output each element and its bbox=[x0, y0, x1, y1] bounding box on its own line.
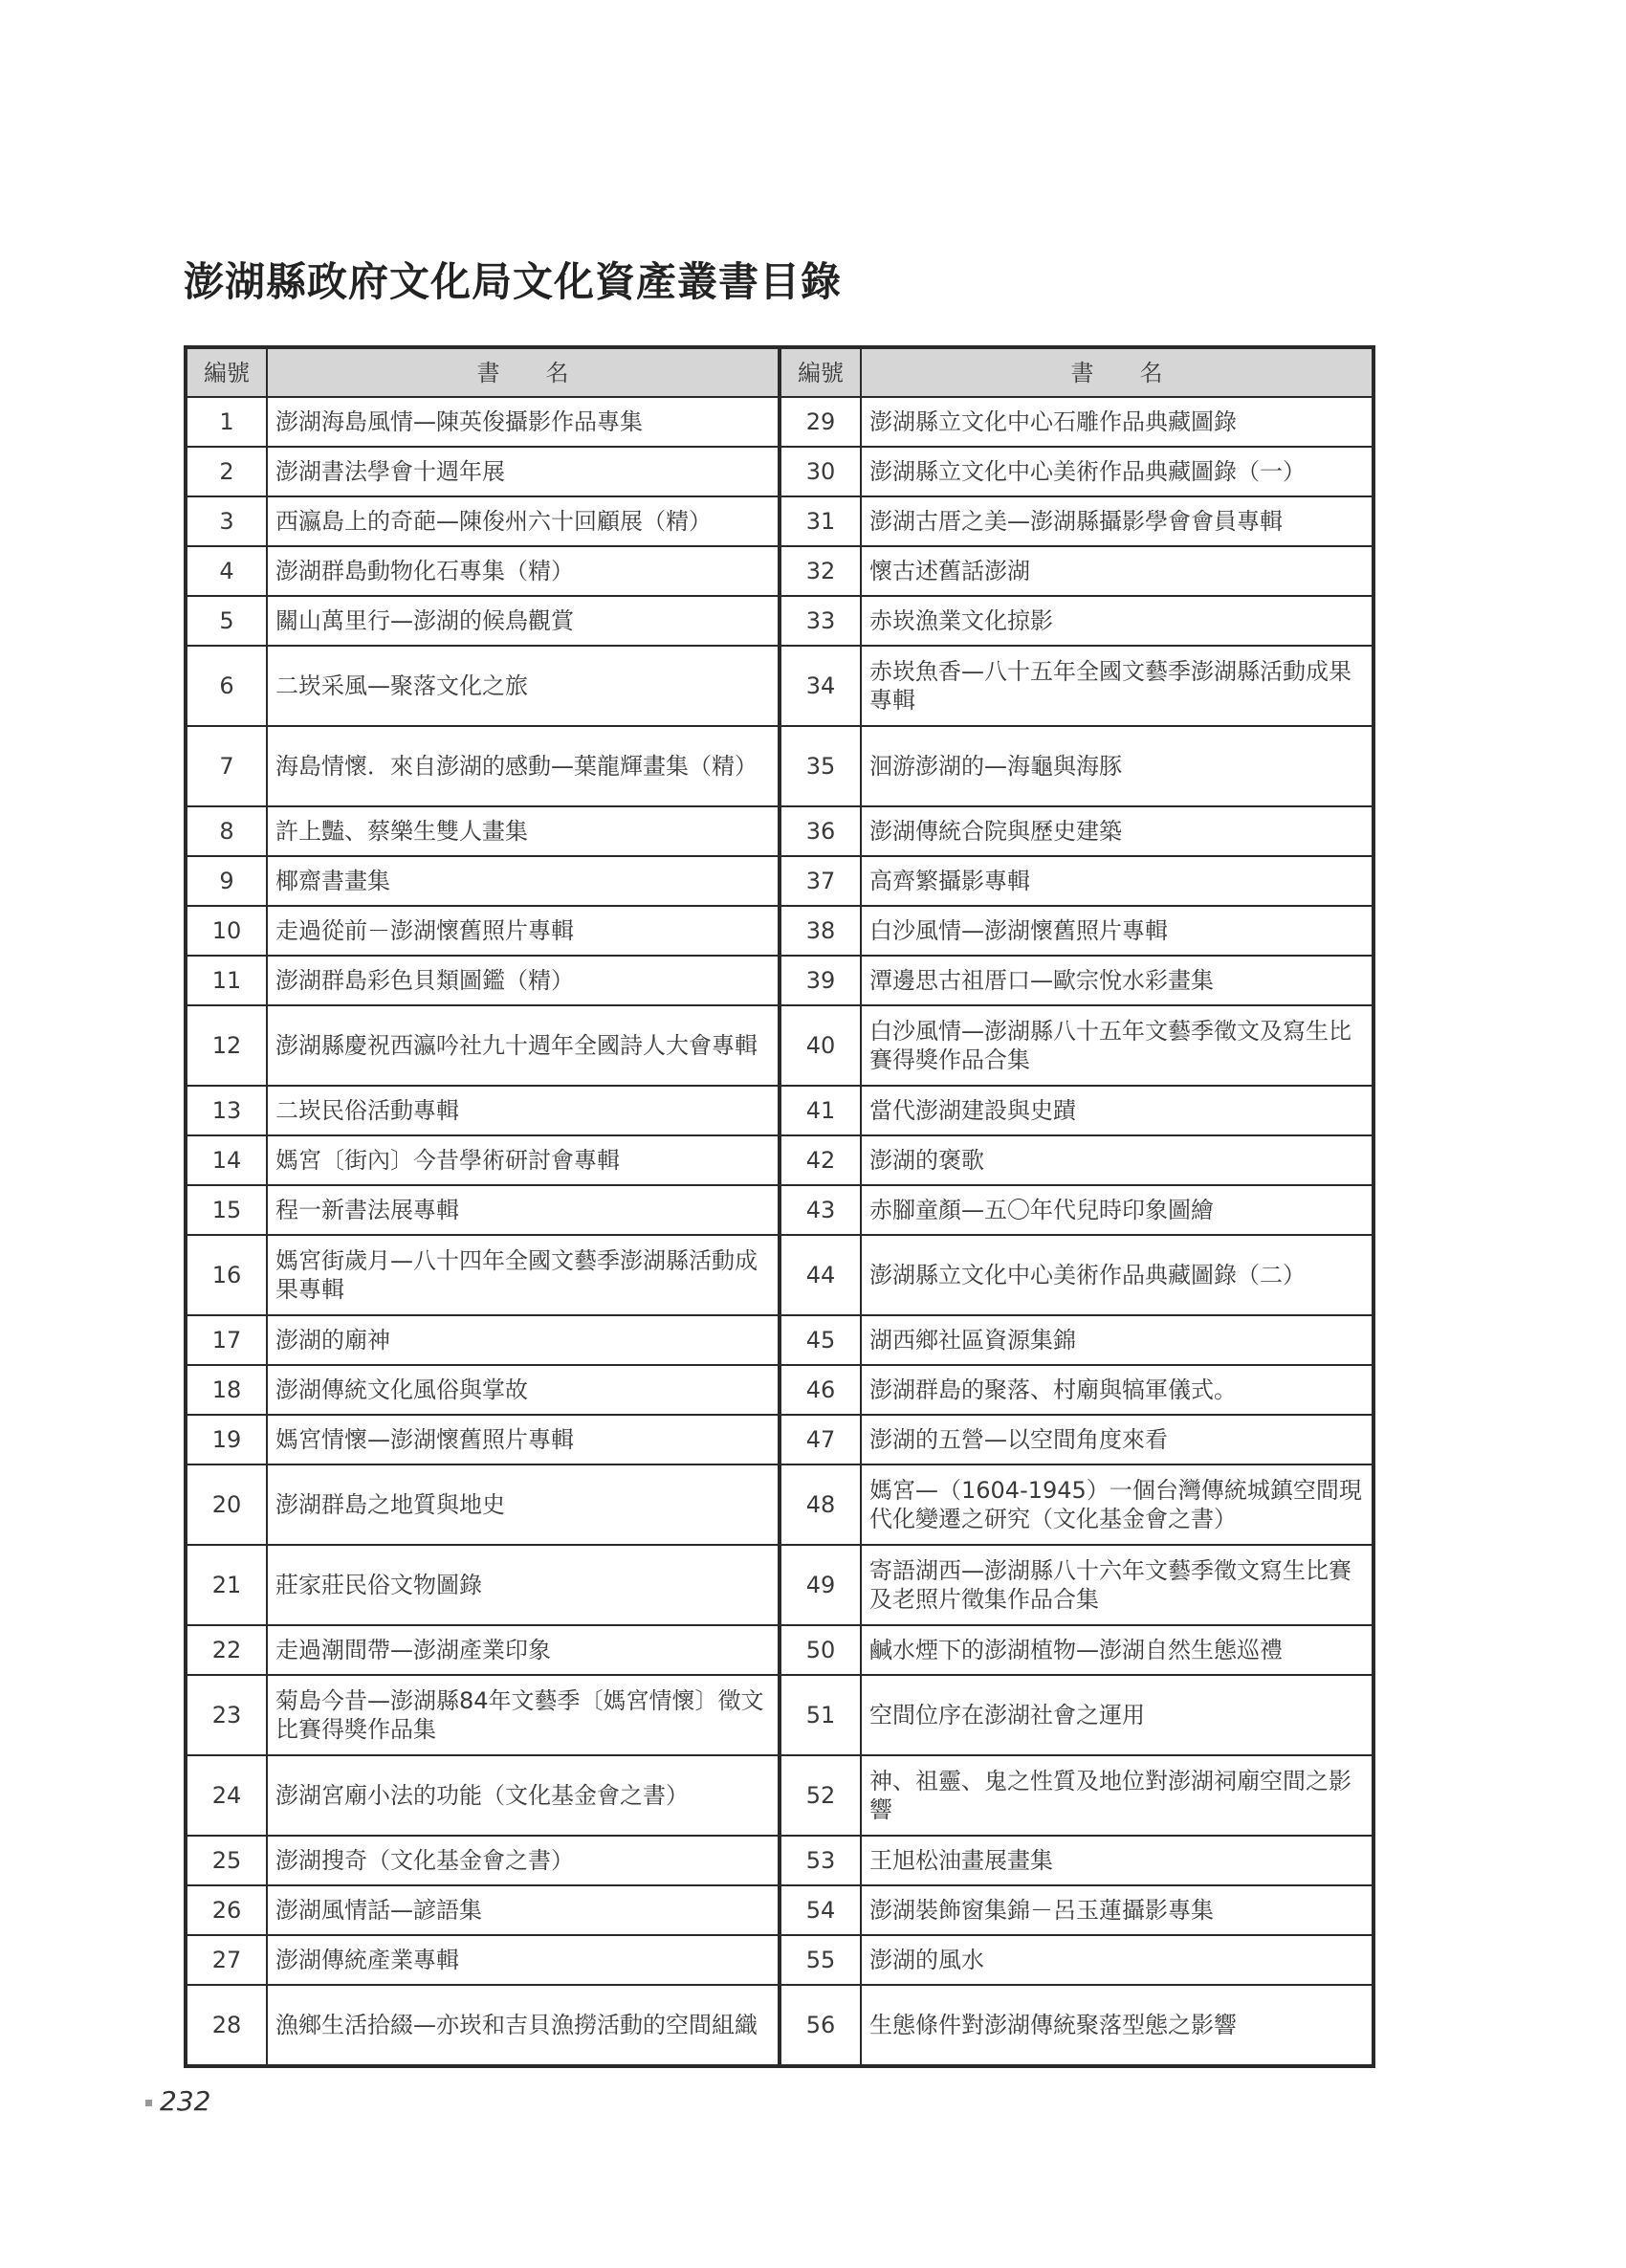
table-row bbox=[186, 1836, 1373, 1885]
book-number: 46 bbox=[780, 1365, 861, 1415]
book-number: 33 bbox=[780, 596, 861, 646]
table-row bbox=[186, 1315, 1373, 1365]
book-number: 44 bbox=[780, 1235, 861, 1315]
book-title: 澎湖裝飾窗集錦－呂玉蓮攝影專集 bbox=[861, 1885, 1373, 1935]
book-title: 關山萬里行—澎湖的候鳥觀賞 bbox=[267, 596, 780, 646]
book-number: 10 bbox=[186, 906, 267, 956]
book-title: 洄游澎湖的—海龜與海豚 bbox=[861, 726, 1373, 806]
book-number: 22 bbox=[186, 1625, 267, 1675]
book-title: 王旭松油畫展畫集 bbox=[861, 1836, 1373, 1885]
table-body bbox=[186, 397, 1373, 2066]
book-number: 21 bbox=[186, 1545, 267, 1625]
book-number: 30 bbox=[780, 447, 861, 496]
book-title: 澎湖縣慶祝西瀛吟社九十週年全國詩人大會專輯 bbox=[267, 1005, 780, 1086]
book-title: 空間位序在澎湖社會之運用 bbox=[861, 1675, 1373, 1755]
table-row bbox=[186, 646, 1373, 726]
table-row bbox=[186, 1235, 1373, 1315]
book-number: 13 bbox=[186, 1086, 267, 1135]
book-number: 40 bbox=[780, 1005, 861, 1086]
header-number: 編號 bbox=[780, 347, 861, 397]
book-number: 8 bbox=[186, 806, 267, 856]
book-number: 34 bbox=[780, 646, 861, 726]
book-number: 37 bbox=[780, 856, 861, 906]
table-row bbox=[186, 546, 1373, 596]
table-row bbox=[186, 726, 1373, 806]
book-title: 許上豔、蔡樂生雙人畫集 bbox=[267, 806, 780, 856]
table-row bbox=[186, 806, 1373, 856]
book-number: 47 bbox=[780, 1415, 861, 1464]
book-title: 澎湖傳統合院與歷史建築 bbox=[861, 806, 1373, 856]
book-number: 17 bbox=[186, 1315, 267, 1365]
book-number: 52 bbox=[780, 1755, 861, 1836]
book-number: 38 bbox=[780, 906, 861, 956]
book-number: 24 bbox=[186, 1755, 267, 1836]
header-name: 書 名 bbox=[267, 347, 780, 397]
book-number: 15 bbox=[186, 1185, 267, 1235]
book-title: 白沙風情—澎湖縣八十五年文藝季徵文及寫生比賽得獎作品合集 bbox=[861, 1005, 1373, 1086]
book-title: 澎湖傳統文化風俗與掌故 bbox=[267, 1365, 780, 1415]
book-title: 懷古述舊話澎湖 bbox=[861, 546, 1373, 596]
book-number: 29 bbox=[780, 397, 861, 447]
book-title: 媽宮情懷—澎湖懷舊照片專輯 bbox=[267, 1415, 780, 1464]
book-number: 19 bbox=[186, 1415, 267, 1464]
table-row bbox=[186, 447, 1373, 496]
book-number: 54 bbox=[780, 1885, 861, 1935]
book-title: 澎湖的風水 bbox=[861, 1935, 1373, 1985]
book-title: 二崁采風—聚落文化之旅 bbox=[267, 646, 780, 726]
page-footer bbox=[145, 2085, 210, 2117]
book-number: 49 bbox=[780, 1545, 861, 1625]
table-row bbox=[186, 1185, 1373, 1235]
page-number: 232 bbox=[160, 2085, 211, 2117]
table-row bbox=[186, 397, 1373, 447]
book-title: 鹹水煙下的澎湖植物—澎湖自然生態巡禮 bbox=[861, 1625, 1373, 1675]
book-title: 菊島今昔—澎湖縣84年文藝季〔媽宮情懷〕徵文比賽得獎作品集 bbox=[267, 1675, 780, 1755]
header-name: 書 名 bbox=[861, 347, 1373, 397]
book-number: 26 bbox=[186, 1885, 267, 1935]
book-title: 澎湖傳統產業專輯 bbox=[267, 1935, 780, 1985]
book-title: 生態條件對澎湖傳統聚落型態之影響 bbox=[861, 1985, 1373, 2066]
book-number: 3 bbox=[186, 496, 267, 546]
book-title: 澎湖宮廟小法的功能（文化基金會之書） bbox=[267, 1755, 780, 1836]
book-title: 澎湖的五營—以空間角度來看 bbox=[861, 1415, 1373, 1464]
book-title: 媽宮〔街內〕今昔學術研討會專輯 bbox=[267, 1135, 780, 1185]
book-number: 36 bbox=[780, 806, 861, 856]
book-title: 椰齋書畫集 bbox=[267, 856, 780, 906]
book-number: 2 bbox=[186, 447, 267, 496]
book-number: 20 bbox=[186, 1464, 267, 1545]
book-title: 澎湖群島的聚落、村廟與犒軍儀式。 bbox=[861, 1365, 1373, 1415]
table-row bbox=[186, 1675, 1373, 1755]
book-number: 11 bbox=[186, 956, 267, 1005]
table-row bbox=[186, 856, 1373, 906]
table-row bbox=[186, 596, 1373, 646]
book-number: 1 bbox=[186, 397, 267, 447]
page-title: 澎湖縣政府文化局文化資產叢書目錄 bbox=[184, 258, 843, 305]
book-title: 澎湖的褒歌 bbox=[861, 1135, 1373, 1185]
table-row bbox=[186, 1935, 1373, 1985]
book-number: 12 bbox=[186, 1005, 267, 1086]
table-row bbox=[186, 1545, 1373, 1625]
book-title: 澎湖古厝之美—澎湖縣攝影學會會員專輯 bbox=[861, 496, 1373, 546]
book-title: 澎湖縣立文化中心石雕作品典藏圖錄 bbox=[861, 397, 1373, 447]
book-title: 西瀛島上的奇葩—陳俊州六十回顧展（精） bbox=[267, 496, 780, 546]
table-row bbox=[186, 1005, 1373, 1086]
book-number: 45 bbox=[780, 1315, 861, 1365]
book-title: 赤腳童顏—五〇年代兒時印象圖繪 bbox=[861, 1185, 1373, 1235]
book-title: 媽宮—（1604-1945）一個台灣傳統城鎮空間現代化變遷之研究（文化基金會之書） bbox=[861, 1464, 1373, 1545]
table-header-row bbox=[186, 347, 1373, 397]
book-title: 澎湖的廟神 bbox=[267, 1315, 780, 1365]
book-number: 50 bbox=[780, 1625, 861, 1675]
book-catalog-table bbox=[184, 345, 1375, 2068]
book-number: 27 bbox=[186, 1935, 267, 1985]
table-row bbox=[186, 906, 1373, 956]
book-number: 35 bbox=[780, 726, 861, 806]
table-row bbox=[186, 1755, 1373, 1836]
footer-square-icon bbox=[145, 2100, 152, 2106]
book-title: 澎湖群島動物化石專集（精） bbox=[267, 546, 780, 596]
table-row bbox=[186, 1464, 1373, 1545]
book-number: 32 bbox=[780, 546, 861, 596]
book-title: 白沙風情—澎湖懷舊照片專輯 bbox=[861, 906, 1373, 956]
table-row bbox=[186, 956, 1373, 1005]
table-row bbox=[186, 496, 1373, 546]
table-row bbox=[186, 1365, 1373, 1415]
table-row bbox=[186, 1086, 1373, 1135]
header-number: 編號 bbox=[186, 347, 267, 397]
book-title: 澎湖風情話—諺語集 bbox=[267, 1885, 780, 1935]
book-title: 程一新書法展專輯 bbox=[267, 1185, 780, 1235]
book-number: 42 bbox=[780, 1135, 861, 1185]
book-title: 澎湖縣立文化中心美術作品典藏圖錄（二） bbox=[861, 1235, 1373, 1315]
book-number: 18 bbox=[186, 1365, 267, 1415]
book-number: 14 bbox=[186, 1135, 267, 1185]
book-title: 澎湖群島之地質與地史 bbox=[267, 1464, 780, 1545]
book-title: 澎湖搜奇（文化基金會之書） bbox=[267, 1836, 780, 1885]
table-row bbox=[186, 1885, 1373, 1935]
book-number: 53 bbox=[780, 1836, 861, 1885]
book-title: 當代澎湖建設與史蹟 bbox=[861, 1086, 1373, 1135]
book-number: 55 bbox=[780, 1935, 861, 1985]
book-title: 走過潮間帶—澎湖產業印象 bbox=[267, 1625, 780, 1675]
book-title: 莊家莊民俗文物圖錄 bbox=[267, 1545, 780, 1625]
book-title: 走過從前－澎湖懷舊照片專輯 bbox=[267, 906, 780, 956]
book-number: 43 bbox=[780, 1185, 861, 1235]
book-number: 48 bbox=[780, 1464, 861, 1545]
book-number: 7 bbox=[186, 726, 267, 806]
book-number: 9 bbox=[186, 856, 267, 906]
book-title: 赤崁魚香—八十五年全國文藝季澎湖縣活動成果專輯 bbox=[861, 646, 1373, 726]
book-number: 51 bbox=[780, 1675, 861, 1755]
book-number: 41 bbox=[780, 1086, 861, 1135]
table-row bbox=[186, 1985, 1373, 2066]
book-title: 高齊繁攝影專輯 bbox=[861, 856, 1373, 906]
book-title: 赤崁漁業文化掠影 bbox=[861, 596, 1373, 646]
table-row bbox=[186, 1415, 1373, 1464]
book-number: 28 bbox=[186, 1985, 267, 2066]
book-title: 海島情懷．來自澎湖的感動—葉龍輝畫集（精） bbox=[267, 726, 780, 806]
book-title: 湖西鄉社區資源集錦 bbox=[861, 1315, 1373, 1365]
book-number: 25 bbox=[186, 1836, 267, 1885]
book-title: 澎湖群島彩色貝類圖鑑（精） bbox=[267, 956, 780, 1005]
book-title: 潭邊思古祖厝口—歐宗悅水彩畫集 bbox=[861, 956, 1373, 1005]
table-row bbox=[186, 1135, 1373, 1185]
table-row bbox=[186, 1625, 1373, 1675]
book-title: 媽宮街歲月—八十四年全國文藝季澎湖縣活動成果專輯 bbox=[267, 1235, 780, 1315]
book-number: 31 bbox=[780, 496, 861, 546]
book-number: 23 bbox=[186, 1675, 267, 1755]
book-title: 漁鄉生活拾綴—亦崁和吉貝漁撈活動的空間組織 bbox=[267, 1985, 780, 2066]
book-number: 6 bbox=[186, 646, 267, 726]
book-number: 39 bbox=[780, 956, 861, 1005]
book-title: 二崁民俗活動專輯 bbox=[267, 1086, 780, 1135]
book-title: 澎湖書法學會十週年展 bbox=[267, 447, 780, 496]
book-title: 澎湖海島風情—陳英俊攝影作品專集 bbox=[267, 397, 780, 447]
book-number: 5 bbox=[186, 596, 267, 646]
book-number: 16 bbox=[186, 1235, 267, 1315]
book-number: 56 bbox=[780, 1985, 861, 2066]
book-title: 神、祖靈、鬼之性質及地位對澎湖祠廟空間之影響 bbox=[861, 1755, 1373, 1836]
book-number: 4 bbox=[186, 546, 267, 596]
book-title: 澎湖縣立文化中心美術作品典藏圖錄（一） bbox=[861, 447, 1373, 496]
book-title: 寄語湖西—澎湖縣八十六年文藝季徵文寫生比賽及老照片徵集作品合集 bbox=[861, 1545, 1373, 1625]
